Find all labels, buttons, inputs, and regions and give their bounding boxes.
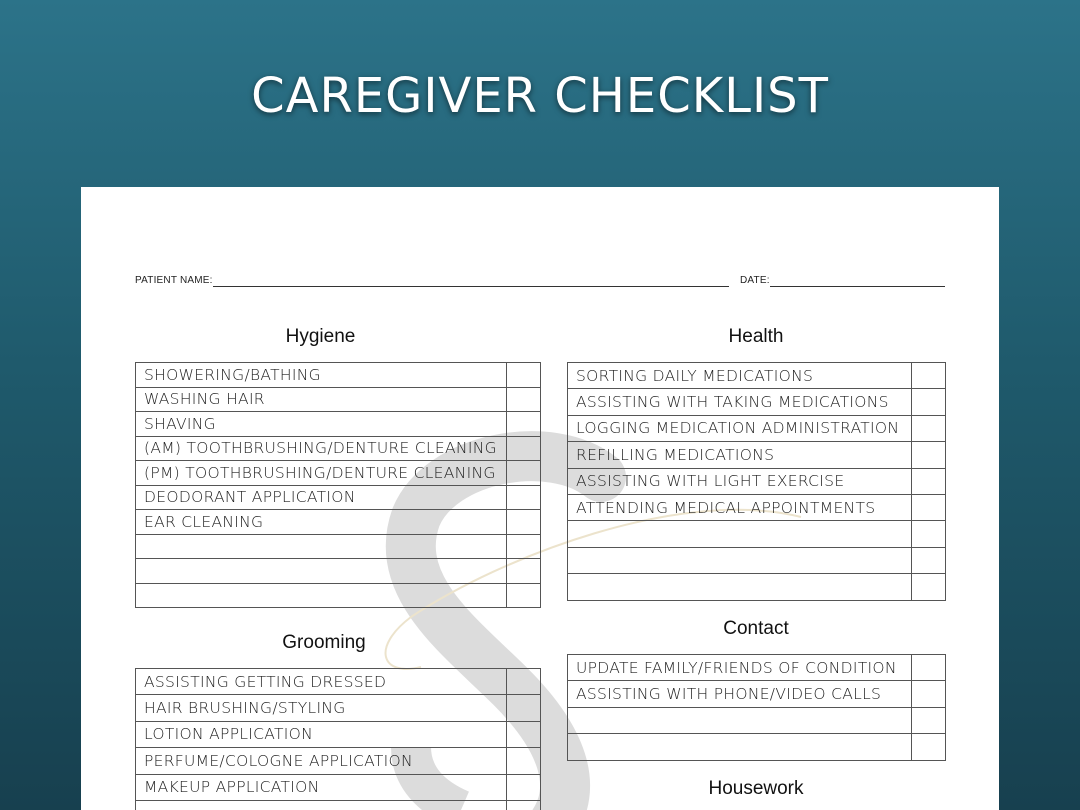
checklist-item: ASSISTING WITH PHONE/VIDEO CALLS (568, 681, 912, 707)
contact-title: Contact (723, 618, 789, 639)
table-row (568, 415, 946, 441)
grooming-title: Grooming (282, 632, 366, 653)
table-row (136, 412, 541, 437)
checklist-item: LOTION APPLICATION (136, 721, 507, 747)
table-row (136, 774, 541, 800)
hygiene-table (135, 362, 541, 608)
table-row (568, 521, 946, 547)
table-row (136, 436, 541, 461)
checklist-item: (PM) TOOTHBRUSHING/DENTURE CLEANING (136, 461, 507, 486)
checklist-item: (AM) TOOTHBRUSHING/DENTURE CLEANING (136, 436, 507, 461)
checklist-item: DEODORANT APPLICATION (136, 485, 507, 510)
checkbox[interactable] (507, 461, 541, 486)
checklist-item: ASSISTING WITH TAKING MEDICATIONS (568, 389, 912, 415)
checklist-item (568, 547, 912, 573)
checklist-item (568, 707, 912, 733)
table-row (568, 655, 946, 681)
checklist-item (568, 574, 912, 600)
checklist-item: EAR CLEANING (136, 510, 507, 535)
table-row (136, 559, 541, 584)
checklist-item (568, 521, 912, 547)
table-row (568, 363, 946, 389)
checkbox[interactable] (507, 363, 541, 388)
patient-name-field[interactable] (213, 286, 729, 287)
checkbox[interactable] (912, 363, 946, 389)
checkbox[interactable] (507, 748, 541, 774)
checklist-sheet (81, 187, 999, 810)
checkbox[interactable] (507, 387, 541, 412)
checklist-item: ASSISTING WITH LIGHT EXERCISE (568, 468, 912, 494)
table-row (136, 510, 541, 535)
table-row (136, 387, 541, 412)
checkbox[interactable] (912, 655, 946, 681)
table-row (136, 669, 541, 695)
table-row (568, 389, 946, 415)
checkbox[interactable] (507, 774, 541, 800)
checklist-item (568, 734, 912, 760)
health-title: Health (728, 326, 784, 347)
checklist-item: WASHING HAIR (136, 387, 507, 412)
checklist-item: REFILLING MEDICATIONS (568, 442, 912, 468)
checkbox[interactable] (507, 534, 541, 559)
checklist-item (136, 559, 507, 584)
hygiene-title: Hygiene (285, 326, 356, 347)
checkbox[interactable] (912, 415, 946, 441)
checkbox[interactable] (507, 412, 541, 437)
checkbox[interactable] (912, 681, 946, 707)
table-row (568, 547, 946, 573)
table-row (568, 494, 946, 520)
contact-table (567, 654, 946, 761)
checklist-item: SHOWERING/BATHING (136, 363, 507, 388)
checkbox[interactable] (507, 436, 541, 461)
checkbox[interactable] (912, 547, 946, 573)
checkbox[interactable] (912, 521, 946, 547)
table-row (568, 734, 946, 760)
checklist-item: SORTING DAILY MEDICATIONS (568, 363, 912, 389)
patient-name-label: PATIENT NAME: (135, 275, 213, 286)
table-row (136, 461, 541, 486)
checklist-item: SHAVING (136, 412, 507, 437)
checkbox[interactable] (912, 468, 946, 494)
table-row (136, 485, 541, 510)
checklist-item: ASSISTING GETTING DRESSED (136, 669, 507, 695)
table-row (568, 574, 946, 600)
table-row (568, 468, 946, 494)
checkbox[interactable] (912, 389, 946, 415)
table-row (136, 534, 541, 559)
checkbox[interactable] (912, 707, 946, 733)
checkbox[interactable] (507, 669, 541, 695)
date-label: DATE: (740, 275, 770, 286)
checkbox[interactable] (912, 442, 946, 468)
checklist-item: ATTENDING MEDICAL APPOINTMENTS (568, 494, 912, 520)
table-row (136, 583, 541, 608)
housework-title: Housework (708, 778, 804, 799)
table-row (568, 707, 946, 733)
page-title: CAREGIVER CHECKLIST (251, 68, 829, 124)
checklist-item (136, 583, 507, 608)
checkbox[interactable] (912, 734, 946, 760)
checkbox[interactable] (912, 494, 946, 520)
table-row (136, 695, 541, 721)
checkbox[interactable] (912, 574, 946, 600)
checkbox[interactable] (507, 800, 541, 810)
table-row (136, 748, 541, 774)
checklist-item: MAKEUP APPLICATION (136, 774, 507, 800)
checklist-item: LOGGING MEDICATION ADMINISTRATION (568, 415, 912, 441)
checklist-item: UPDATE FAMILY/FRIENDS OF CONDITION (568, 655, 912, 681)
checkbox[interactable] (507, 559, 541, 584)
checklist-item: PERFUME/COLOGNE APPLICATION (136, 748, 507, 774)
checkbox[interactable] (507, 510, 541, 535)
table-row (136, 721, 541, 747)
table-row (568, 681, 946, 707)
grooming-table (135, 668, 541, 810)
checkbox[interactable] (507, 721, 541, 747)
date-field[interactable] (770, 286, 945, 287)
checkbox[interactable] (507, 695, 541, 721)
health-table (567, 362, 946, 601)
table-row (136, 363, 541, 388)
checklist-item: HAIR BRUSHING/STYLING (136, 695, 507, 721)
checklist-item (136, 534, 507, 559)
table-row (136, 800, 541, 810)
checkbox[interactable] (507, 485, 541, 510)
table-row (568, 442, 946, 468)
checkbox[interactable] (507, 583, 541, 608)
checklist-item (136, 800, 507, 810)
